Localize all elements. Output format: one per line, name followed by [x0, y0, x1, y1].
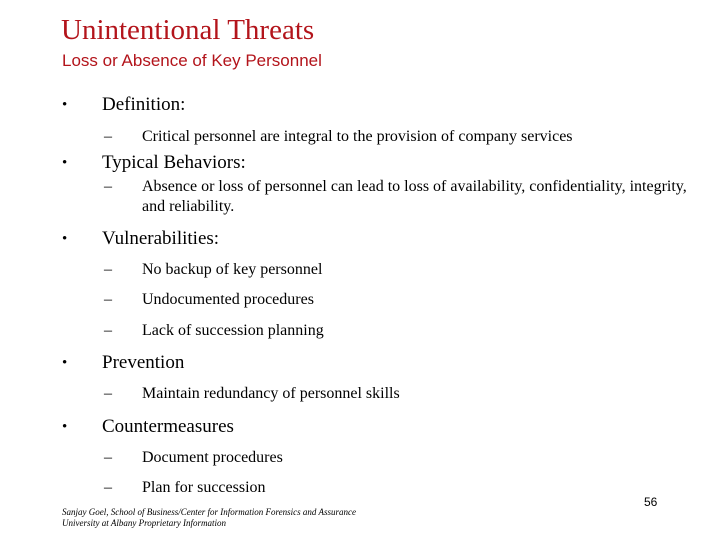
sub-marker: – [104, 449, 112, 466]
slide-footer [62, 507, 356, 529]
bullet-label: Countermeasures [102, 416, 234, 437]
sub-marker: – [104, 128, 112, 145]
bullet-label: Definition: [102, 94, 186, 115]
sub-marker: – [104, 385, 112, 402]
bullet-marker: • [62, 97, 68, 113]
bullet-marker: • [62, 155, 68, 171]
sub-label: Lack of succession planning [142, 322, 324, 339]
sub-marker: – [104, 322, 112, 339]
bullet-label: Vulnerabilities: [102, 228, 220, 249]
bullet-marker: • [62, 231, 68, 247]
sub-label: No backup of key personnel [142, 261, 323, 278]
sub-marker: – [104, 261, 112, 278]
sub-marker: – [104, 291, 112, 308]
page-number: 56 [644, 495, 658, 509]
sub-label: Critical personnel are integral to the provision of company services [142, 128, 573, 145]
sub-label: Maintain redundancy of personnel skills [142, 385, 400, 402]
sub-label: Document procedures [142, 449, 283, 466]
sub-label: Undocumented procedures [142, 291, 314, 308]
bullet-marker: • [62, 419, 68, 435]
slide-subtitle: Loss or Absence of Key Personnel [62, 51, 322, 70]
footer-line: University at Albany Proprietary Information [62, 518, 226, 528]
sub-marker: – [104, 479, 112, 496]
sub-label: Plan for succession [142, 479, 266, 496]
sub-label: Absence or loss of personnel can lead to loss of availability, confidentiality, integrity, and reliability. [142, 178, 687, 215]
slide-title: Unintentional Threats [61, 14, 315, 46]
bullet-label: Typical Behaviors: [102, 152, 246, 173]
bullet-label: Prevention [102, 352, 185, 373]
bullet-marker: • [62, 355, 68, 371]
footer-line: Sanjay Goel, School of Business/Center for Information Forensics and Assurance [62, 507, 356, 517]
sub-marker: – [104, 178, 112, 195]
